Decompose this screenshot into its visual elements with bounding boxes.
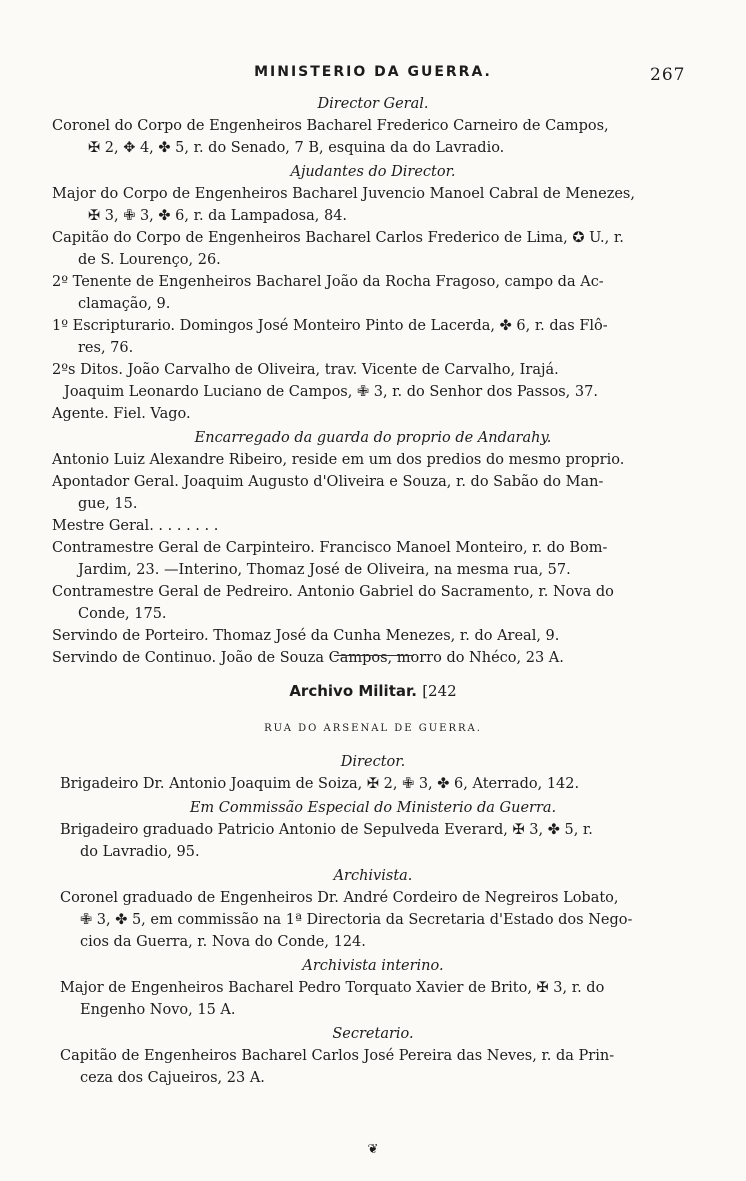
heading-ajudantes: Ajudantes do Director.: [290, 164, 456, 180]
heading-secretario: Secretario.: [332, 1026, 414, 1042]
text-line: ✠ 3, ✙ 3, ✤ 6, r. da Lampadosa, 84.: [88, 208, 348, 224]
running-title: MINISTERIO DA GUERRA.: [254, 64, 492, 80]
archivo-ref: [242: [422, 682, 457, 700]
text-line: Servindo de Continuo. João de Souza Campos, morro do Nhéco, 23 A.: [52, 650, 564, 666]
text-line: Brigadeiro Dr. Antonio Joaquim de Soiza, ✠ 2, ✙ 3, ✤ 6, Aterrado, 142.: [60, 776, 580, 792]
heading-encarregado: Encarregado da guarda do proprio de Andarahy.: [194, 430, 552, 446]
text-line: Engenho Novo, 15 A.: [80, 1002, 236, 1018]
heading-director-geral: Director Geral.: [317, 96, 429, 112]
heading-archivista: Archivista.: [333, 868, 413, 884]
page-number: 267: [650, 65, 686, 85]
text-line: Contramestre Geral de Pedreiro. Antonio Gabriel do Sacramento, r. Nova do: [52, 584, 614, 600]
text-line: Brigadeiro graduado Patricio Antonio de Sepulveda Everard, ✠ 3, ✤ 5, r.: [60, 822, 593, 838]
text-line: Agente. Fiel. Vago.: [52, 406, 191, 422]
text-line: do Lavradio, 95.: [80, 844, 200, 860]
text-line: Major do Corpo de Engenheiros Bacharel Juvencio Manoel Cabral de Menezes,: [52, 186, 635, 202]
heading-commissao: Em Commissão Especial do Ministerio da Guerra.: [189, 800, 557, 816]
text-line: 2ºs Ditos. João Carvalho de Oliveira, trav. Vicente de Carvalho, Irajá.: [52, 362, 559, 378]
archivo-address: RUA DO ARSENAL DE GUERRA.: [264, 723, 482, 734]
text-line: ✠ 2, ✥ 4, ✤ 5, r. do Senado, 7 B, esquina da do Lavradio.: [88, 140, 505, 156]
text-line: 2º Tenente de Engenheiros Bacharel João da Rocha Fragoso, campo da Ac-: [52, 274, 604, 290]
text-line: clamação, 9.: [78, 296, 171, 312]
text-line: Mestre Geral. . . . . . . .: [52, 518, 219, 534]
archivo-title: Archivo Militar.: [289, 682, 417, 700]
text-line: ceza dos Cajueiros, 23 A.: [80, 1070, 265, 1086]
text-line: gue, 15.: [78, 496, 138, 512]
footer-ornament-icon: ❦: [367, 1142, 379, 1157]
text-line: ✙ 3, ✤ 5, em commissão na 1ª Directoria da Secretaria d'Estado dos Nego-: [80, 912, 633, 928]
text-line: Contramestre Geral de Carpinteiro. Francisco Manoel Monteiro, r. do Bom-: [52, 540, 608, 556]
page-header: [0, 64, 746, 86]
text-line: res, 76.: [78, 340, 134, 356]
text-line: Antonio Luiz Alexandre Ribeiro, reside em um dos predios do mesmo proprio.: [52, 452, 625, 468]
heading-archivista-interino: Archivista interino.: [302, 958, 444, 974]
section-divider: [334, 655, 414, 656]
text-line: Major de Engenheiros Bacharel Pedro Torquato Xavier de Brito, ✠ 3, r. do: [60, 980, 605, 996]
text-line: Apontador Geral. Joaquim Augusto d'Oliveira e Souza, r. do Sabão do Man-: [52, 474, 604, 490]
text-line: Conde, 175.: [78, 606, 167, 622]
text-line: Capitão de Engenheiros Bacharel Carlos José Pereira das Neves, r. da Prin-: [60, 1048, 615, 1064]
text-line: 1º Escripturario. Domingos José Monteiro Pinto de Lacerda, ✤ 6, r. das Flô-: [52, 318, 608, 334]
text-line: Coronel graduado de Engenheiros Dr. André Cordeiro de Negreiros Lobato,: [60, 890, 619, 906]
text-line: cios da Guerra, r. Nova do Conde, 124.: [80, 934, 366, 950]
text-line: Joaquim Leonardo Luciano de Campos, ✙ 3, r. do Senhor dos Passos, 37.: [64, 384, 598, 400]
text-line: de S. Lourenço, 26.: [78, 252, 221, 268]
text-line: Capitão do Corpo de Engenheiros Bacharel Carlos Frederico de Lima, ✪ U., r.: [52, 230, 624, 246]
text-line: Coronel do Corpo de Engenheiros Bacharel Frederico Carneiro de Campos,: [52, 118, 609, 134]
heading-director: Director.: [340, 754, 406, 770]
text-line: Jardim, 23. —Interino, Thomaz José de Oliveira, na mesma rua, 57.: [78, 562, 571, 578]
section-title-archivo: [0, 682, 746, 700]
text-line: Servindo de Porteiro. Thomaz José da Cunha Menezes, r. do Areal, 9.: [52, 628, 560, 644]
